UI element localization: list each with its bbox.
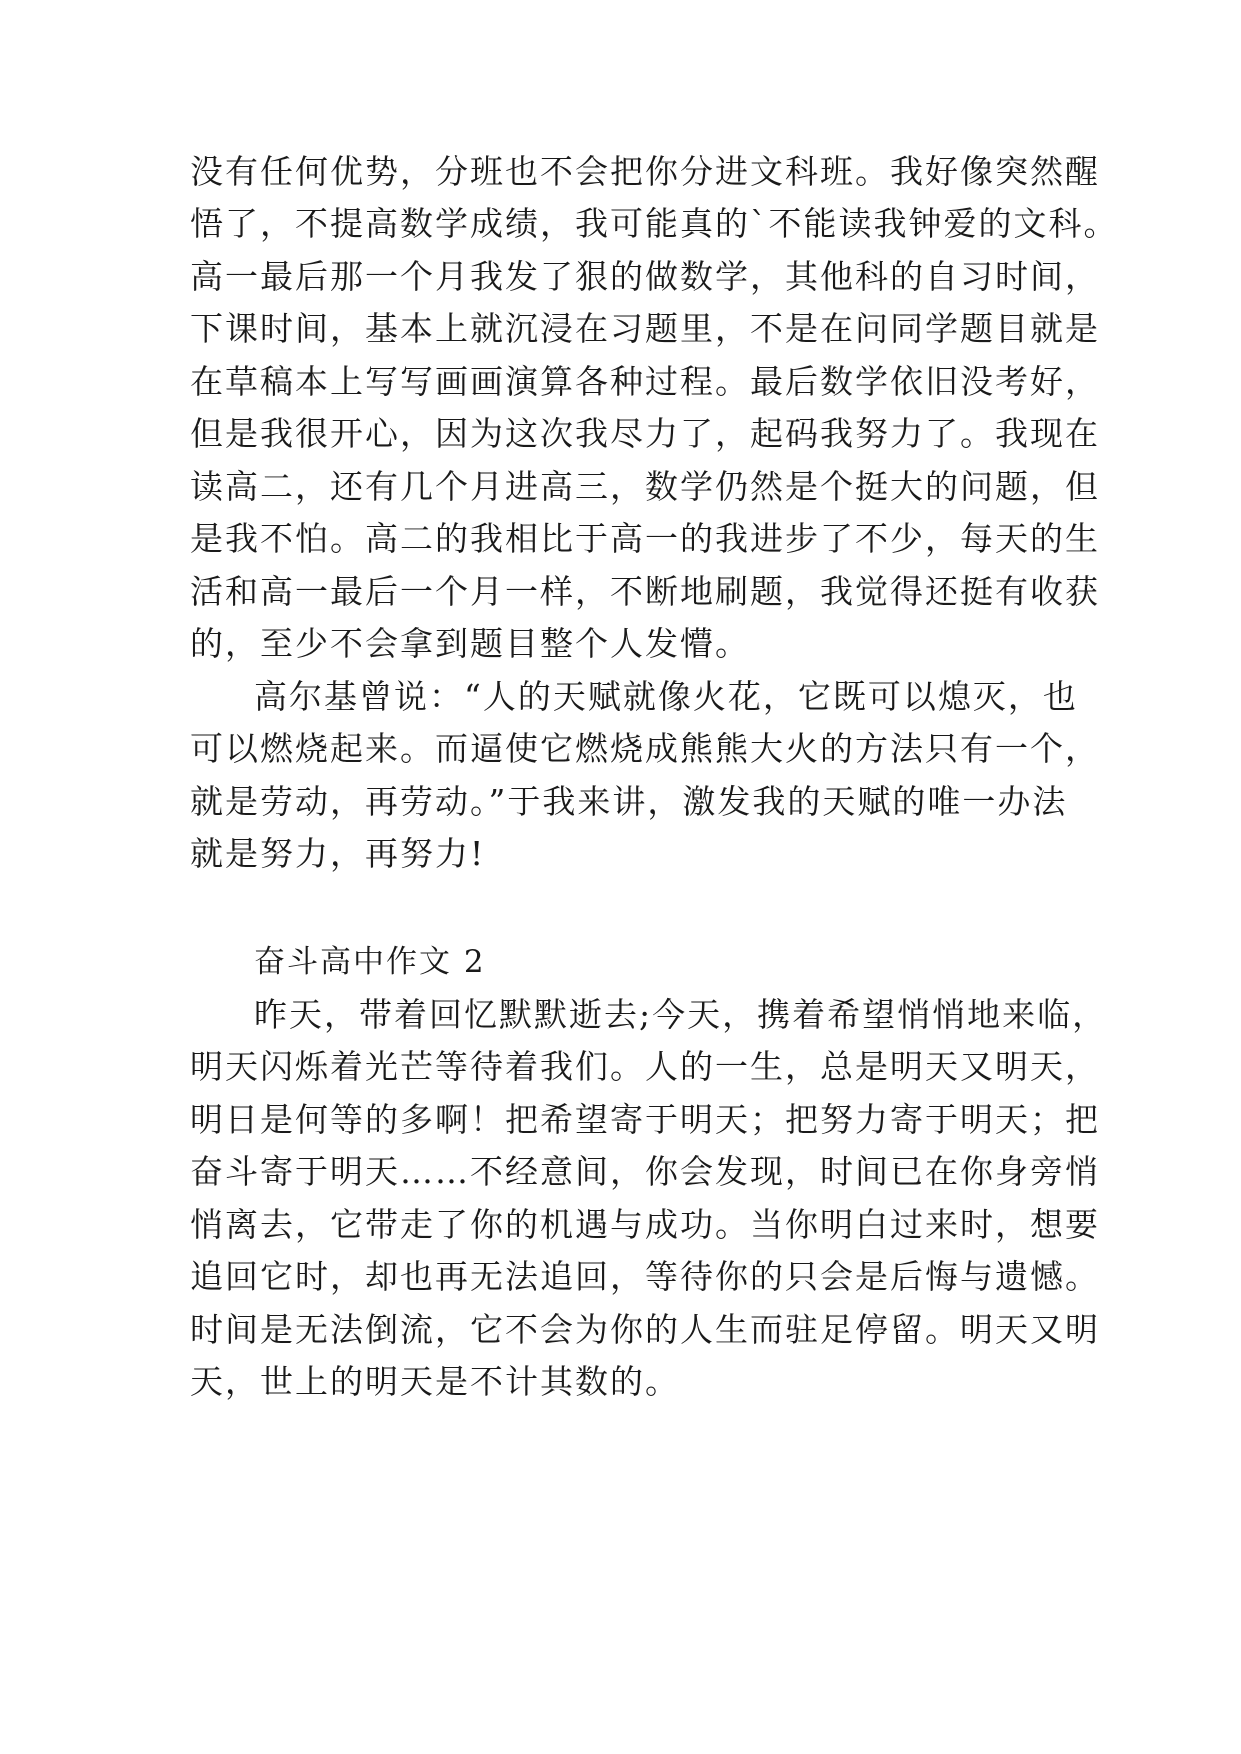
essay-paragraph-line: 明天闪烁着光芒等待着我们。人的一生，总是明天又明天， bbox=[190, 1047, 1100, 1086]
paragraph-line: 活和高一最后一个月一样，不断地刷题，我觉得还挺有收获 bbox=[190, 572, 1100, 611]
essay-paragraph-line: 悄离去，它带走了你的机遇与成功。当你明白过来时，想要 bbox=[190, 1205, 1100, 1244]
essay-paragraph-line: 时间是无法倒流，它不会为你的人生而驻足停留。明天又明 bbox=[190, 1310, 1100, 1349]
essay-paragraph-line: 奋斗寄于明天……不经意间，你会发现，时间已在你身旁悄 bbox=[190, 1152, 1100, 1191]
paragraph-line: 下课时间，基本上就沉浸在习题里，不是在问同学题目就是 bbox=[190, 309, 1100, 348]
quote-paragraph-line: 就是劳动，再劳动。”于我来讲，激发我的天赋的唯一办法 bbox=[190, 782, 1068, 821]
paragraph-line: 在草稿本上写写画画演算各种过程。最后数学依旧没考好， bbox=[190, 362, 1100, 401]
paragraph-line: 悟了，不提高数学成绩，我可能真的`不能读我钟爱的文科。 bbox=[190, 204, 1119, 243]
paragraph-line: 读高二，还有几个月进高三，数学仍然是个挺大的问题，但 bbox=[190, 467, 1100, 506]
paragraph-line: 的，至少不会拿到题目整个人发懵。 bbox=[190, 624, 750, 663]
paragraph-line: 高一最后那一个月我发了狠的做数学，其他科的自习时间， bbox=[190, 257, 1100, 296]
paragraph-line: 没有任何优势，分班也不会把你分进文科班。我好像突然醒 bbox=[190, 152, 1100, 191]
essay-title: 奋斗高中作文 2 bbox=[254, 944, 486, 980]
essay-paragraph-line: 天，世上的明天是不计其数的。 bbox=[190, 1362, 680, 1401]
essay-paragraph-line: 追回它时，却也再无法追回，等待你的只会是后悔与遗憾。 bbox=[190, 1257, 1100, 1296]
quote-paragraph-line: 可以燃烧起来。而逼使它燃烧成熊熊大火的方法只有一个， bbox=[190, 729, 1100, 768]
quote-paragraph-line: 就是努力，再努力! bbox=[190, 834, 486, 873]
essay-paragraph-line: 昨天，带着回忆默默逝去;今天，携着希望悄悄地来临， bbox=[254, 995, 1108, 1034]
paragraph-line: 但是我很开心，因为这次我尽力了，起码我努力了。我现在 bbox=[190, 414, 1100, 453]
essay-paragraph-line: 明日是何等的多啊！把希望寄于明天；把努力寄于明天；把 bbox=[190, 1100, 1100, 1139]
paragraph-line: 是我不怕。高二的我相比于高一的我进步了不少，每天的生 bbox=[190, 519, 1100, 558]
quote-paragraph-line: 高尔基曾说：“人的天赋就像火花，它既可以熄灭，也 bbox=[254, 677, 1078, 716]
